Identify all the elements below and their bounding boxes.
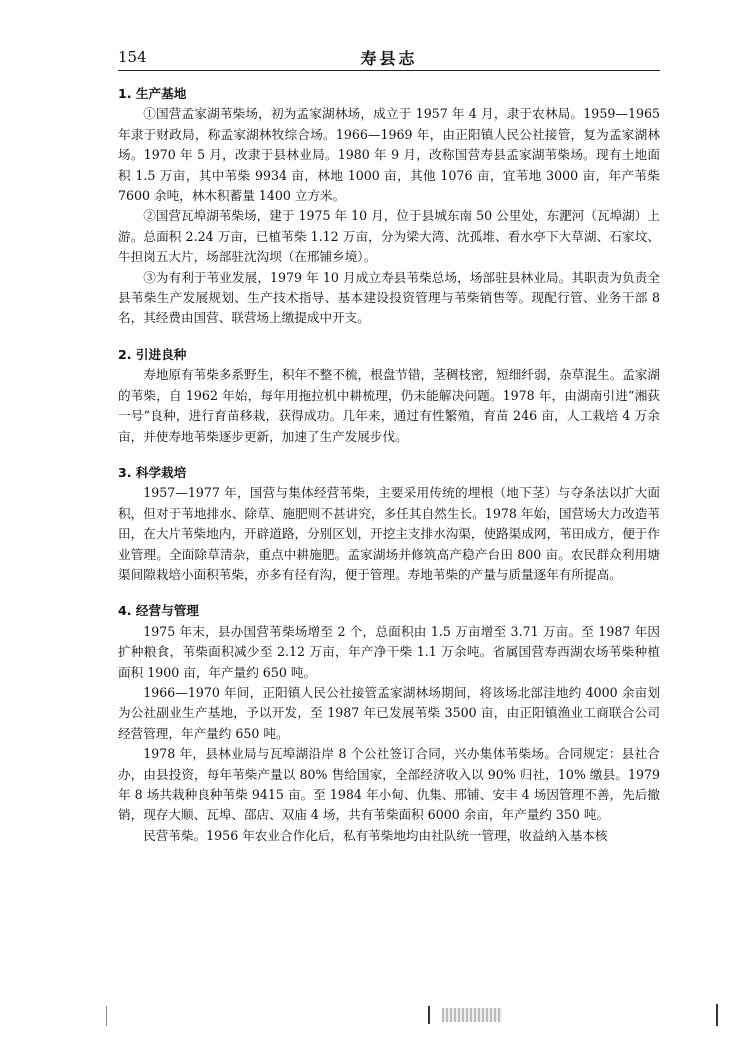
header-rule <box>118 70 660 71</box>
scan-artifacts <box>90 1004 730 1028</box>
paragraph: 1966—1970 年间，正阳镇人民公社接管孟家湖林场期间，将该场北部洼地约 4000 余亩划为公社副业生产基地，予以开发，至 1987 年已发展苇柴 3500 亩，由正阳镇渔业工商联合公司经营管理，年产量约 650 吨。 <box>118 684 660 741</box>
section-operation-management <box>118 601 660 846</box>
section-scientific-cultivation <box>118 463 660 585</box>
scan-smudge <box>442 1008 502 1022</box>
section-improved-varieties <box>118 345 660 447</box>
section-production-base <box>118 84 660 329</box>
running-title: 寿县志 <box>360 49 418 68</box>
paragraph: 民营苇柴。1956 年农业合作化后，私有苇柴地均由社队统一管理，收益纳入基本核 <box>143 827 608 843</box>
section-title: 3. 科学栽培 <box>118 464 187 480</box>
paragraph: 寿地原有苇柴多系野生，积年不整不梳，根盘节错，茎稠枝密，短细纤弱，杂草混生。孟家湖的苇柴，自 1962 年始，每年用拖拉机中耕梳理，仍未能解决问题。1978 年，由湖南引进“湘荻一号”良种，进行育苗移栽，获得成功。几年来，通过有性繁殖，育苗 246 亩，人工栽培 4 万余亩，并使寿地苇柴逐步更新，加速了生产发展步伐。 <box>118 367 660 444</box>
scan-mark <box>106 1006 107 1026</box>
page-body <box>118 84 660 846</box>
paragraph: ①国营孟家湖苇柴场，初为孟家湖林场，成立于 1957 年 4 月，隶于农林局。1959—1965 年隶于财政局，称孟家湖林牧综合场。1966—1969 年，由正阳镇人民公社接管，复为孟家湖林场。1970 年 5 月，改隶于县林业局。1980 年 9 月，改称国营寿县孟家湖苇柴场。现有土地面积 1.5 万亩，其中苇柴 9934 亩，林地 1000 亩，其他 1076 亩，宜苇地 3000 亩，年产苇柴 7600 余吨，林木积蓄量 1400 立方米。 <box>118 106 660 204</box>
paragraph: ②国营瓦埠湖苇柴场，建于 1975 年 10 月，位于县城东南 50 公里处，东淝河（瓦埠湖）上游。总面积 2.24 万亩，已植苇柴 1.12 万亩，分为梁大湾、沈孤堆、看水亭下大草湖、石家坟、牛担岗五大片，场部驻沈沟坝（在邢铺乡境）。 <box>118 208 660 265</box>
section-title: 1. 生产基地 <box>118 86 187 101</box>
paragraph: ③为有利于苇业发展，1979 年 10 月成立寿县苇柴总场，场部驻县林业局。其职责为负责全县苇柴生产发展规划、生产技术指导、基本建设投资管理与苇柴销售等。现配行管、业务干部 8 名，其经费由国营、联营场上缴提成中开支。 <box>118 269 660 326</box>
section-title: 4. 经营与管理 <box>118 603 199 619</box>
section-title: 2. 引进良种 <box>118 346 187 362</box>
paragraph: 1975 年末，县办国营苇柴场增至 2 个，总面积由 1.5 万亩增至 3.71 万亩。至 1987 年因扩种粮食，苇柴面积减少至 2.12 万亩，年产净干柴 1.1 万余吨。省属国营寿西湖农场苇柴种植面积 1900 亩，年产量约 650 吨。 <box>118 623 660 680</box>
scan-mark <box>428 1006 430 1024</box>
scan-mark <box>716 1004 718 1026</box>
paragraph: 1957—1977 年，国营与集体经营苇柴，主要采用传统的埋根（地下茎）与夺条法以扩大面积，但对于苇地排水、除草、施肥则不甚讲究，多任其自然生长。1978 年始，国营场大力改造苇田，在大片苇柴地内，开辟道路，分别区划，开挖主支排水沟渠，使路渠成网，苇田成方，便于作业管理。全面除草清杂，重点中耕施肥。孟家湖场并修筑高产稳产台田 800 亩。农民群众利用塘渠间隙栽培小面积苇柴，亦多有径有沟，便于管理。寿地苇柴的产量与质量逐年有所提高。 <box>118 485 660 582</box>
paragraph: 1978 年，县林业局与瓦埠湖沿岸 8 个公社签订合同，兴办集体苇柴场。合同规定：县社合办，由县投资，每年苇柴产量以 80% 售给国家，全部经济收入以 90% 归社，10% 缴县。1979 年 8 场共栽种良种苇柴 9415 亩。至 1984 年小甸、仇集、邢铺、安丰 4 场因管理不善，先后撤销，现存大顺、瓦埠、邵店、双庙 4 场，共有苇柴面积 6000 余亩，年产量约 350 吨。 <box>118 746 660 823</box>
page-number: 154 <box>118 48 147 66</box>
